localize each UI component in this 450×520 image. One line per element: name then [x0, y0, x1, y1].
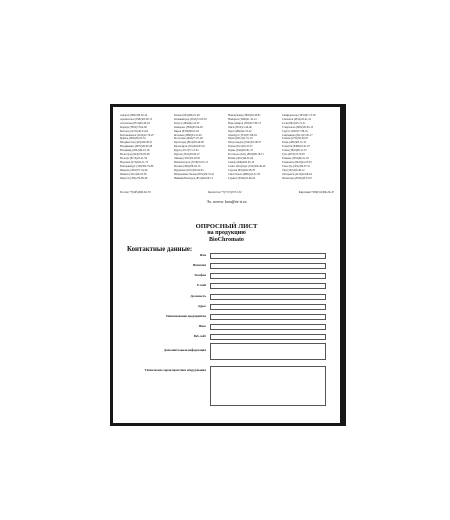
field-label: Веб-сайт — [193, 334, 206, 338]
first-name-input[interactable] — [210, 253, 326, 259]
email-line: Эл. почта: bcm@nt-rt.ru — [206, 199, 247, 204]
city-contact: Симферополь (3652)67-13-56 — [282, 114, 316, 117]
city-contact: Казань (843)206-01-48 — [174, 114, 200, 117]
city-contact: Тольятти (8482)63-91-07 — [282, 145, 311, 149]
city-contact: Воронеж (473)204-51-73 — [120, 160, 149, 164]
city-contact: Ноябрьск (3496)41-32-12 — [228, 117, 257, 121]
city-contact: Улан-Удэ (3012)59-97-51 — [282, 164, 311, 168]
city-contact: Владимир (4922)49-43-18 — [120, 149, 150, 153]
city-contact: Пенза (8412)22-31-16 — [228, 137, 253, 141]
field-label: Дополнительная информация — [163, 348, 206, 352]
city-contact: Магнитогорск (3519)55-03-13 — [174, 160, 208, 164]
city-contact: Ижевск (3412)26-03-58 — [120, 172, 147, 176]
city-contact: Калининград (4012)72-03-81 — [174, 117, 207, 121]
city-contact: Севастополь (8692)22-31-93 — [228, 172, 261, 176]
city-column-4 — [282, 114, 334, 180]
city-contact: Курск (4712)77-13-04 — [174, 149, 199, 153]
field-label: Фамилия — [192, 263, 206, 267]
title-line-3: BioChromato — [209, 237, 244, 244]
city-contact: Вологда (8172)26-41-59 — [120, 156, 148, 160]
last-name-input[interactable] — [210, 263, 326, 269]
city-contact: Кемерово (3842)65-04-62 — [174, 125, 203, 129]
city-contact: Екатеринбург (343)384-55-89 — [120, 164, 154, 168]
field-label: Наименование предприятия — [166, 314, 206, 318]
city-contact: Коломна (4966)23-41-49 — [174, 133, 202, 137]
document-title — [113, 223, 340, 244]
field-label: Адрес — [197, 304, 206, 308]
city-column-3 — [228, 114, 280, 180]
city-contacts — [120, 114, 334, 180]
city-contact: Уфа (347)229-48-12 — [282, 168, 305, 172]
city-contact: Ульяновск (8422)24-23-59 — [282, 160, 312, 164]
region-kyrgyzstan: Киргизия +996(312)96-26-47 — [298, 190, 334, 194]
field-label: Факс — [198, 324, 206, 328]
email-input[interactable] — [210, 283, 326, 289]
city-contact: Томск (3822)98-41-53 — [282, 149, 307, 153]
city-contact: Архангельск (8182)63-90-72 — [120, 117, 153, 121]
position-input[interactable] — [210, 294, 326, 300]
city-contact: Астрахань (8512)99-46-04 — [120, 121, 150, 125]
city-contact: Благовещенск (4162)22-76-07 — [120, 133, 154, 137]
city-contact: Саранск (8342)22-96-24 — [228, 176, 256, 180]
region-russia: Россия +7(495)268-04-70 — [120, 190, 151, 194]
city-contact: Омск (3812)21-46-40 — [228, 125, 252, 129]
city-contact: Тула (4872)33-79-87 — [282, 153, 305, 157]
title-line-1: ОПРОСНЫЙ ЛИСТ — [195, 223, 258, 230]
city-contact: Волгоград (844)278-03-48 — [120, 153, 150, 157]
city-contact: Сургут (3462)77-98-35 — [282, 129, 308, 133]
title-line-2: на продукцию — [207, 230, 246, 237]
city-contact: Иркутск (395)279-98-46 — [120, 176, 148, 180]
city-contact: Тамбов (4752)50-40-97 — [282, 137, 309, 141]
field-label: E-mail — [197, 283, 206, 287]
city-contact: Смоленск (4812)29-41-54 — [282, 117, 311, 121]
city-contact: Москва (495)268-04-70 — [174, 164, 201, 168]
city-contact: Саратов (845)249-38-78 — [228, 168, 255, 172]
website-input[interactable] — [210, 334, 326, 340]
city-contact: Чебоксары (8352)28-53-07 — [282, 176, 313, 180]
field-label: Имя — [199, 253, 206, 257]
city-column-1 — [120, 114, 172, 180]
region-phones — [120, 190, 334, 194]
city-contact: Курган (3522)50-90-47 — [174, 153, 200, 157]
city-contact: Петрозаводск (8142)55-98-37 — [228, 141, 262, 145]
city-contact: Тверь (4822)63-31-35 — [282, 141, 307, 145]
city-contact: Тюмень (3452)66-21-18 — [282, 156, 309, 160]
city-column-2 — [174, 114, 226, 180]
city-contact: Новокузнецк (3843)20-46-81 — [228, 114, 261, 117]
region-kazakhstan: Казахстан +7(7172)727-132 — [207, 190, 242, 194]
city-contact: Ангарск (8992)36-56-34 — [120, 114, 148, 117]
city-contact: Владивосток (423)249-28-31 — [120, 141, 153, 145]
city-contact: Кострома (4942)77-07-48 — [174, 137, 203, 141]
city-contact: Орел (4862)44-53-42 — [228, 129, 252, 133]
city-contact: Санкт-Петербург (812)309-46-40 — [228, 164, 266, 168]
city-contact: Калуга (4842)92-23-67 — [174, 121, 200, 125]
city-contact: Новосибирск (383)227-86-73 — [228, 121, 261, 125]
city-contact: Барнаул (3852)73-04-60 — [120, 125, 147, 129]
city-contact: Рязань (4912)46-61-64 — [228, 156, 254, 160]
city-contact: Иваново (4932)77-34-06 — [120, 168, 148, 172]
city-contact: Оренбург (3532)37-68-04 — [228, 133, 257, 137]
company-input[interactable] — [210, 314, 326, 320]
city-contact: Сыктывкар (8212)25-95-17 — [282, 133, 313, 137]
city-contact: Краснодар (861)203-40-90 — [174, 141, 204, 145]
city-contact: Ставрополь (8652)20-65-13 — [282, 125, 314, 129]
city-contact: Ростов-на-Дону (863)308-18-15 — [228, 153, 264, 157]
city-contact: Сочи (862)225-72-31 — [282, 121, 306, 125]
address-input[interactable] — [210, 304, 326, 310]
city-contact: Самара (846)206-03-16 — [228, 160, 255, 164]
city-contact: Хабаровск (4212)92-98-04 — [282, 172, 312, 176]
fax-input[interactable] — [210, 324, 326, 330]
city-contact: Нижний Новгород (831)429-08-12 — [174, 176, 213, 180]
city-contact: Владикавказ (8672)28-90-48 — [120, 145, 153, 149]
city-contact: Мурманск (8152)59-64-93 — [174, 168, 204, 172]
field-label: Должность — [190, 294, 206, 298]
city-contact: Красноярск (391)204-63-61 — [174, 145, 206, 149]
city-contact: Псков (8112)59-10-37 — [228, 145, 253, 149]
phone-input[interactable] — [210, 273, 326, 279]
city-contact: Киров (8332)68-02-04 — [174, 129, 199, 133]
city-contact: Набережные Челны (8552)20-53-41 — [174, 172, 215, 176]
additional-info-textarea[interactable] — [210, 343, 326, 360]
field-label: Технические характеристики оборудования — [144, 368, 206, 372]
field-label: Телефон — [194, 273, 206, 277]
city-contact: Белгород (4722)40-23-64 — [120, 129, 149, 133]
document-frame — [110, 104, 346, 426]
contacts-heading: Контактные данные: — [127, 246, 193, 253]
city-contact: Липецк (4742)52-20-81 — [174, 156, 201, 160]
city-contact: Пермь (342)205-81-47 — [228, 149, 254, 153]
technical-specs-textarea[interactable] — [210, 366, 326, 406]
document-page — [113, 107, 340, 423]
city-contact: Брянск (4832)59-03-52 — [120, 137, 146, 141]
